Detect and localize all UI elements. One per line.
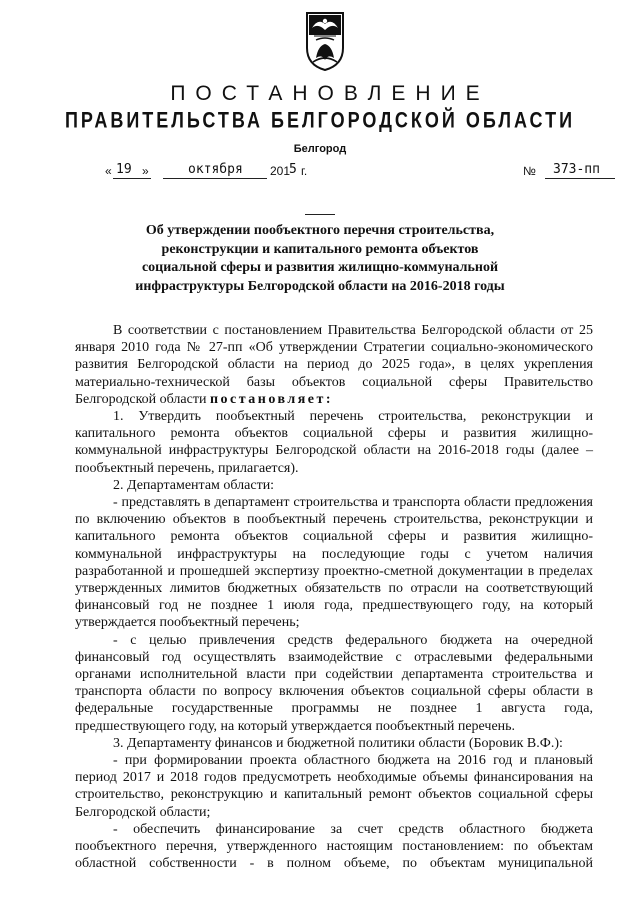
document-type-title: ПОСТАНОВЛЕНИЕ xyxy=(170,82,490,105)
clause-1: 1. Утвердить пообъектный перечень строительства, реконструкции и капитального ремонта объектов социальной сферы и развития жилищно-коммунальной инфраструктуры Белгородской области на 2016-2018 годы (далее – пообъектный перечень, прилагается). xyxy=(75,409,593,476)
date-year-prefix: 201 xyxy=(270,164,291,178)
coat-of-arms-emblem xyxy=(304,10,346,72)
date-year-digit: 5 xyxy=(289,162,297,177)
date-month: октября xyxy=(188,162,243,177)
heading-line: реконструкции и капитального ремонта объектов xyxy=(161,241,479,257)
clause-3-item-1: - при формировании проекта областного бюджета на 2016 год и плановый период 2017 и 2018 годов предусмотреть необходимые объемы финансирования на строительство, реконструкцию и капитальный ремонт объектов социальной сферы Белгородской области; xyxy=(75,753,593,820)
heading-line: Об утверждении пообъектного перечня строительства, xyxy=(145,223,495,238)
preamble-text: В соответствии с постановлением Правительства Белгородской области от 25 января 2010 года № 27-пп «Об утверждении Стратегии социально-экономического развития Белгородской области на период до 2025 года», в целях укрепления материально-технической базы объектов социальной сферы Правительство Белгородской области xyxy=(75,323,593,407)
clause-3: 3. Департаменту финансов и бюджетной политики области (Боровик В.Ф.): xyxy=(113,735,563,751)
date-number-line xyxy=(105,162,615,182)
clause-2-item-2: - с целью привлечения средств федерального бюджета на очередной финансовый год осуществлять взаимодействие с отраслевыми федеральными органами исполнительной власти при содействии департамента строительства и транспорта области по вопросу включения объектов социальной сферы области в федеральные государственные программы не позднее 1 августа года, предшествующего году, на который утверждается пообъектный перечень. xyxy=(75,632,593,734)
preamble-paragraph xyxy=(75,322,593,408)
separator-dash xyxy=(305,214,335,215)
document-heading xyxy=(100,222,540,296)
day-underline xyxy=(113,177,151,179)
date-year-suffix: г. xyxy=(301,164,308,178)
month-underline xyxy=(163,177,267,179)
clause-2-item-1: - представлять в департамент строительства и транспорта области предложения по включению объектов в пообъектный перечень строительства, реконструкции и капитального ремонта объектов социальной сферы и развития жилищно-коммунальной инфраструктуры на последующие годы с учетом наличия разработанной и прошедшей экспертизу проектно-сметной документации в пределах утвержденных лимитов бюджетных обязательств по отрасли на соответствующий финансовый год не позднее 1 июля года, предшествующего году, на который утверждается пообъектный перечень; xyxy=(75,495,593,631)
clause-3-item-2: - обеспечить финансирование за счет средств областного бюджета пообъектного перечня, утвержденного настоящим постановлением: по объектам областной собственности - в полном объеме, по объектам муниципальной xyxy=(75,821,593,872)
number-label: № xyxy=(523,164,536,178)
heading-line: социальной сферы и развития жилищно-коммунальной xyxy=(141,260,499,275)
number-underline xyxy=(545,177,615,179)
resolves-word: постановляет: xyxy=(209,391,334,407)
date-open-quote: « xyxy=(105,164,112,178)
city-name: Белгород xyxy=(293,143,347,155)
heading-line: инфраструктуры Белгородской области на 2016-2018 годы xyxy=(135,278,505,294)
date-close-quote: » xyxy=(142,164,149,178)
document-body xyxy=(75,322,593,873)
document-number: 373-пп xyxy=(553,162,600,177)
date-day: 19 xyxy=(116,162,132,177)
clause-2: 2. Департаментам области: xyxy=(113,477,275,493)
issuing-authority: ПРАВИТЕЛЬСТВА БЕЛГОРОДСКОЙ ОБЛАСТИ xyxy=(64,107,576,133)
